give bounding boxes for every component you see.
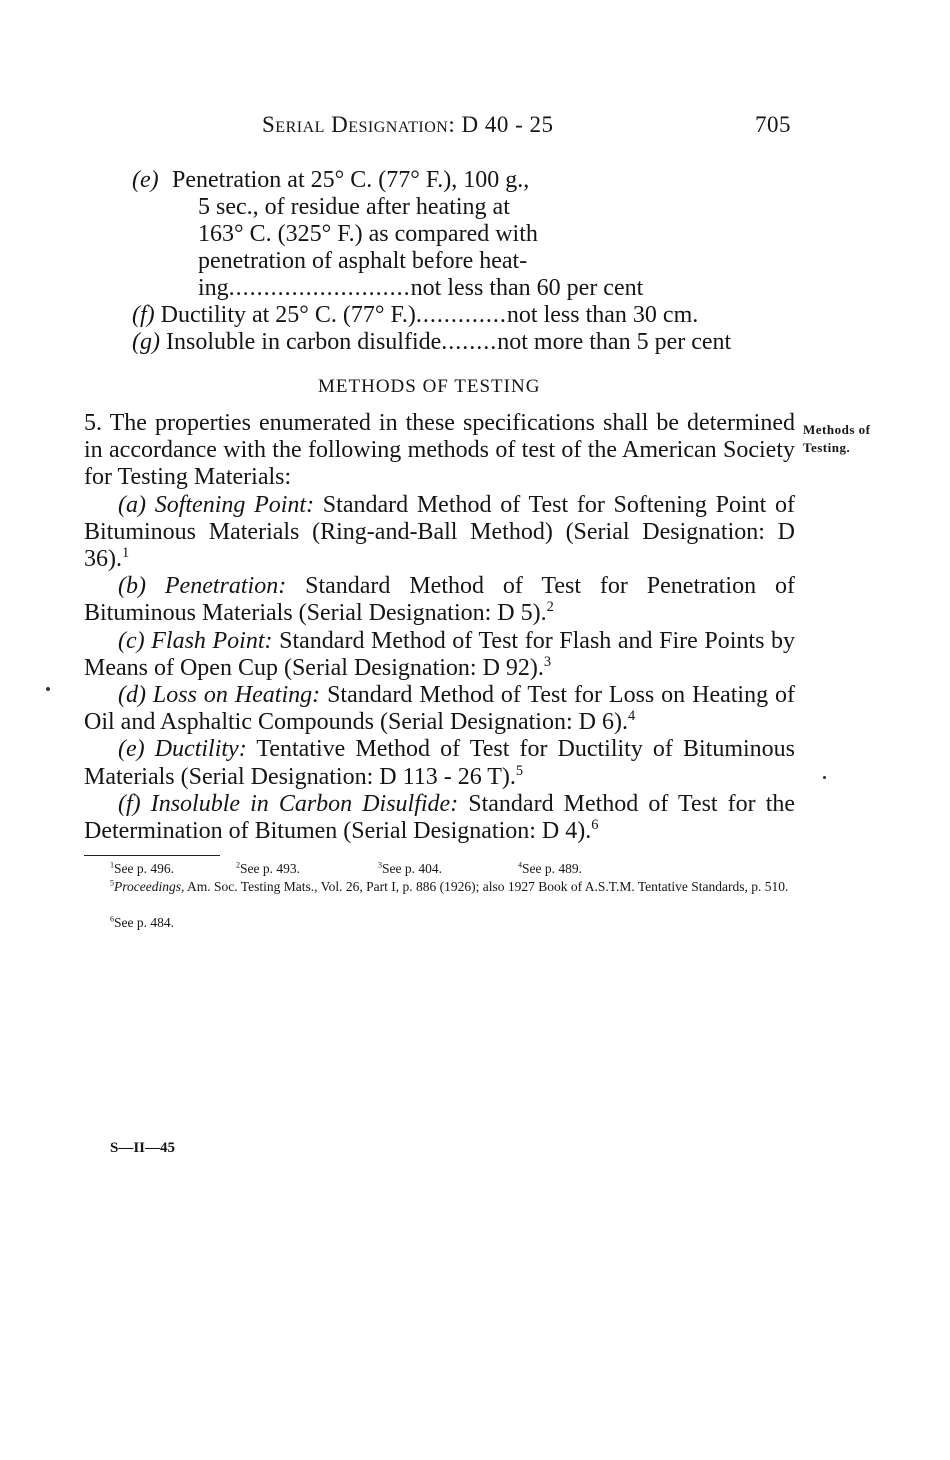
footnote-ref-1: 1 <box>122 545 130 562</box>
running-header: Serial Designation: D 40 - 25 <box>262 112 554 137</box>
serial-designation-label: Serial Designation <box>262 112 449 137</box>
footnote-1: $^1$See p. 496. <box>110 860 175 876</box>
section-intro <box>84 410 795 492</box>
requirement-letter-f: (f) <box>132 302 155 328</box>
requirement-e-line-2: 5 sec., of residue after heating at <box>198 194 510 220</box>
method-c: (c) Flash Point: Standard Method of Test for Flash and Fire Points by Means of Open Cup (Serial Designation: D 92).$^3$ <box>84 627 796 681</box>
footnote-4: $^4$See p. 489. <box>518 860 583 876</box>
serial-designation-value: D 40 - 25 <box>461 112 554 137</box>
requirement-f-value: not less than 30 cm. <box>506 302 699 328</box>
requirement-letter-e: (e) <box>132 167 159 193</box>
footnote-ref-6: 6 <box>591 817 599 834</box>
requirement-letter-g: (g) <box>132 329 160 355</box>
method-e: (e) Ductility: Tentative Method of Test for Ductility of Bituminous Materials (Serial Designation: D 113 - 26 T).$^5$ <box>84 736 795 790</box>
method-f: (f) Insoluble in Carbon Disulfide: Standard Method of Test for the Determination of Bitumen (Serial Designation: D 4).$^6$ <box>84 790 796 845</box>
method-d: (d) Loss on Heating: Standard Method of Test for Loss on Heating of Oil and Asphaltic Compounds (Serial Designation: D 6).$^4$ <box>84 682 796 736</box>
print-speck <box>823 776 826 779</box>
side-note-line-2: Testing. <box>803 440 851 455</box>
signature-mark: S—II—45 <box>110 1140 176 1156</box>
footnote-6: $^6$See p. 484. <box>110 914 175 930</box>
footnote-5-title: Proceedings, <box>114 879 185 894</box>
method-a: (a) Softening Point: Standard Method of Test for Softening Point of Bituminous Materials (Ring-and-Ball Method) (Serial Designation: D 36).$^1$ <box>84 491 795 573</box>
print-speck <box>46 687 50 691</box>
requirement-f-text: Ductility at 25° C. (77° F.) <box>160 302 416 328</box>
requirement-f <box>132 302 698 329</box>
footnote-rule <box>84 855 220 856</box>
method-b-name: Penetration: <box>164 573 287 600</box>
footnote-5: $^5$Proceedings, Am. Soc. Testing Mats., Vol. 26, Part I, p. 886 (1926); also 1927 Book of A.S.T.M. Tentative Standards, p. 510. <box>110 878 789 894</box>
method-d-name: Loss on Heating: <box>152 682 321 709</box>
footnote-ref-2: 2 <box>546 599 554 616</box>
section-body <box>84 410 795 845</box>
footnote-ref-4: 4 <box>627 708 636 725</box>
method-a-name: Softening Point: <box>154 491 315 518</box>
requirement-e-line-3: 163° C. (325° F.) as compared with <box>198 221 538 247</box>
footnote-ref-3: 3 <box>543 653 552 670</box>
requirement-e-value: not less than 60 per cent <box>410 275 644 301</box>
requirement-e-line-4: penetration of asphalt before heat- <box>198 248 528 274</box>
requirement-e-line-1: Penetration at 25° C. (77° F.), 100 g., <box>172 167 530 193</box>
requirement-e-line-5: ing..........................not less than 60 per cent <box>198 275 644 301</box>
requirement-g <box>132 329 731 356</box>
footnote-3: $^3$See p. 404. <box>378 860 443 876</box>
section-number: 5. <box>84 410 102 436</box>
side-note-line-1: Methods of <box>803 422 871 437</box>
method-f-name: Insoluble in Carbon Disulfide: <box>150 790 459 817</box>
requirement-g-value: not more than 5 per cent <box>497 329 732 355</box>
method-c-name: Flash Point: <box>151 627 273 654</box>
method-b: (b) Penetration: Standard Method of Test for Penetration of Bituminous Materials (Serial Designation: D 5).$^2$ <box>84 573 795 627</box>
requirement-g-text: Insoluble in carbon disulfide <box>165 329 442 355</box>
section-title: METHODS OF TESTING <box>318 376 541 397</box>
section-intro-text: The properties enumerated in these specifications shall be determined in accordance with the following methods of test of the American Society for Testing Materials: <box>84 410 795 491</box>
dot-leader: ........ <box>441 329 498 355</box>
footnote-2: $^2$See p. 493. <box>236 860 301 876</box>
method-e-name: Ductility: <box>154 736 247 763</box>
footnote-ref-5: 5 <box>515 762 524 779</box>
dot-leader: ............. <box>415 302 507 328</box>
page-number: 705 <box>755 112 791 137</box>
dot-leader: .......................... <box>228 275 411 301</box>
